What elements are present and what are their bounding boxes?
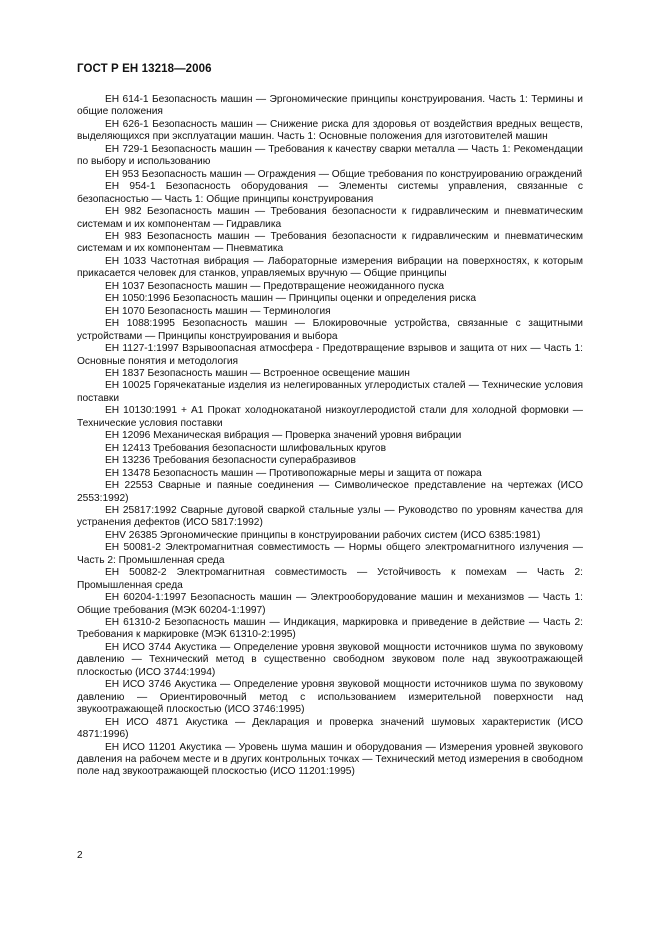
reference-entry: ЕН 983 Безопасность машин — Требования безопасности к гидравлическим и пневматическим системам и их компонентам — Пневматика [77,230,583,255]
reference-entry: ЕН 50081-2 Электромагнитная совместимость — Нормы общего электромагнитного излучения — Часть 2: Промышленная среда [77,542,583,566]
reference-entry: ЕН 626-1 Безопасность машин — Снижение риска для здоровья от воздействия вредных веществ, выделяющихся при эксплуатации машин. Часть 1: Основные положения для изготовителей машин [77,118,583,143]
reference-entry: ЕН 1050:1996 Безопасность машин — Принципы оценки и определения риска [105,293,477,305]
reference-entry: ЕН 50082-2 Электромагнитная совместимость — Устойчивость к помехам — Часть 2: Промышленная среда [77,567,583,591]
reference-entry: ЕН 1127-1:1997 Взрывоопасная атмосфера - Предотвращение взрывов и защита от них — Часть 1: Основные понятия и методология [77,343,583,367]
reference-entry: ЕН 1070 Безопасность машин — Терминология [105,305,331,317]
reference-entry: ЕН 954-1 Безопасность оборудования — Элементы системы управления, связанные с безопасностью — Часть 1: Общие принципы конструирования [77,181,583,205]
reference-entry: ЕН 1033 Частотная вибрация — Лабораторные измерения вибрации на поверхностях, к которым прикасается человек для станков, управляемых вручную — Общие принципы [77,255,583,280]
reference-entry: ЕН 61310-2 Безопасность машин — Индикация, маркировка и приведение в действие — Часть 2: Требования к маркировке (МЭК 61310-2:1995) [77,617,583,641]
reference-entry: ЕН 10025 Горячекатаные изделия из нелегированных углеродистых сталей — Технические условия поставки [77,380,583,404]
reference-list [77,94,583,779]
reference-entry: ЕН 25817:1992 Сварные дуговой сваркой стальные узлы — Руководство по уровням качества для устранения дефектов (ИСО 5817:1992) [77,504,583,529]
reference-entry: ЕН 1837 Безопасность машин — Встроенное освещение машин [105,367,410,379]
page-number: 2 [77,850,83,861]
reference-entry: ЕН ИСО 3744 Акустика — Определение уровня звуковой мощности источников шума по звуковому давлению — Технический метод в существенно свободном звуковом поле над звукоотражающей плоскостью (ИСО 3744:1994) [77,641,583,678]
document-header-title: ГОСТ Р ЕН 13218—2006 [77,63,212,75]
reference-entry: ЕН ИСО 11201 Акустика — Уровень шума машин и оборудования — Измерения уровней звукового давления на рабочем месте и в других контрольных точках — Технический метод измерения в свободном поле над звукоотражающей плоскостью (ИСО 11201:1995) [77,741,583,778]
reference-entry: ЕН 13478 Безопасность машин — Противопожарные меры и защита от пожара [105,467,482,479]
reference-entry: ЕНV 26385 Эргономические принципы в конструировании рабочих систем (ИСО 6385:1981) [105,529,541,541]
reference-entry: ЕН 1037 Безопасность машин — Предотвращение неожиданного пуска [105,280,445,292]
reference-entry: ЕН 12096 Механическая вибрация — Проверка значений уровня вибрации [105,430,462,442]
reference-entry: ЕН ИСО 4871 Акустика — Декларация и проверка значений шумовых характеристик (ИСО 4871:1996) [77,716,583,741]
reference-entry: ЕН 60204-1:1997 Безопасность машин — Электрооборудование машин и механизмов — Часть 1: Общие требования (МЭК 60204-1:1997) [77,592,583,616]
reference-entry: ЕН 13236 Требования безопасности суперабразивов [105,455,356,467]
reference-entry: ЕН 1088:1995 Безопасность машин — Блокировочные устройства, связанные с защитными устройствами — Принципы конструирования и выбора [77,318,583,342]
reference-entry: ЕН 22553 Сварные и паяные соединения — Символическое представление на чертежах (ИСО 2553:1992) [77,480,583,504]
reference-entry: ЕН 982 Безопасность машин — Требования безопасности к гидравлическим и пневматическим системам и их компонентам — Гидравлика [77,206,583,230]
reference-entry: ЕН 614-1 Безопасность машин — Эргономические принципы конструирования. Часть 1: Термины и общие положения [77,94,583,118]
reference-entry: ЕН 729-1 Безопасность машин — Требования к качеству сварки металла — Часть 1: Рекомендации по выбору и использованию [77,143,583,168]
reference-entry: ЕН 12413 Требования безопасности шлифовальных кругов [105,442,386,454]
reference-entry: ЕН 953 Безопасность машин — Ограждения — Общие требования по конструированию ограждений [105,168,583,180]
reference-entry: ЕН ИСО 3746 Акустика — Определение уровня звуковой мощности источников шума по звуковому давлению — Ориентировочный метод с использованием измерительной поверхности над звукоотражающей плоскостью (ИСО 3746:1995) [77,679,583,716]
reference-entry: ЕН 10130:1991 + А1 Прокат холоднокатаной низкоуглеродистой стали для холодной формовки — Технические условия поставки [77,405,583,429]
